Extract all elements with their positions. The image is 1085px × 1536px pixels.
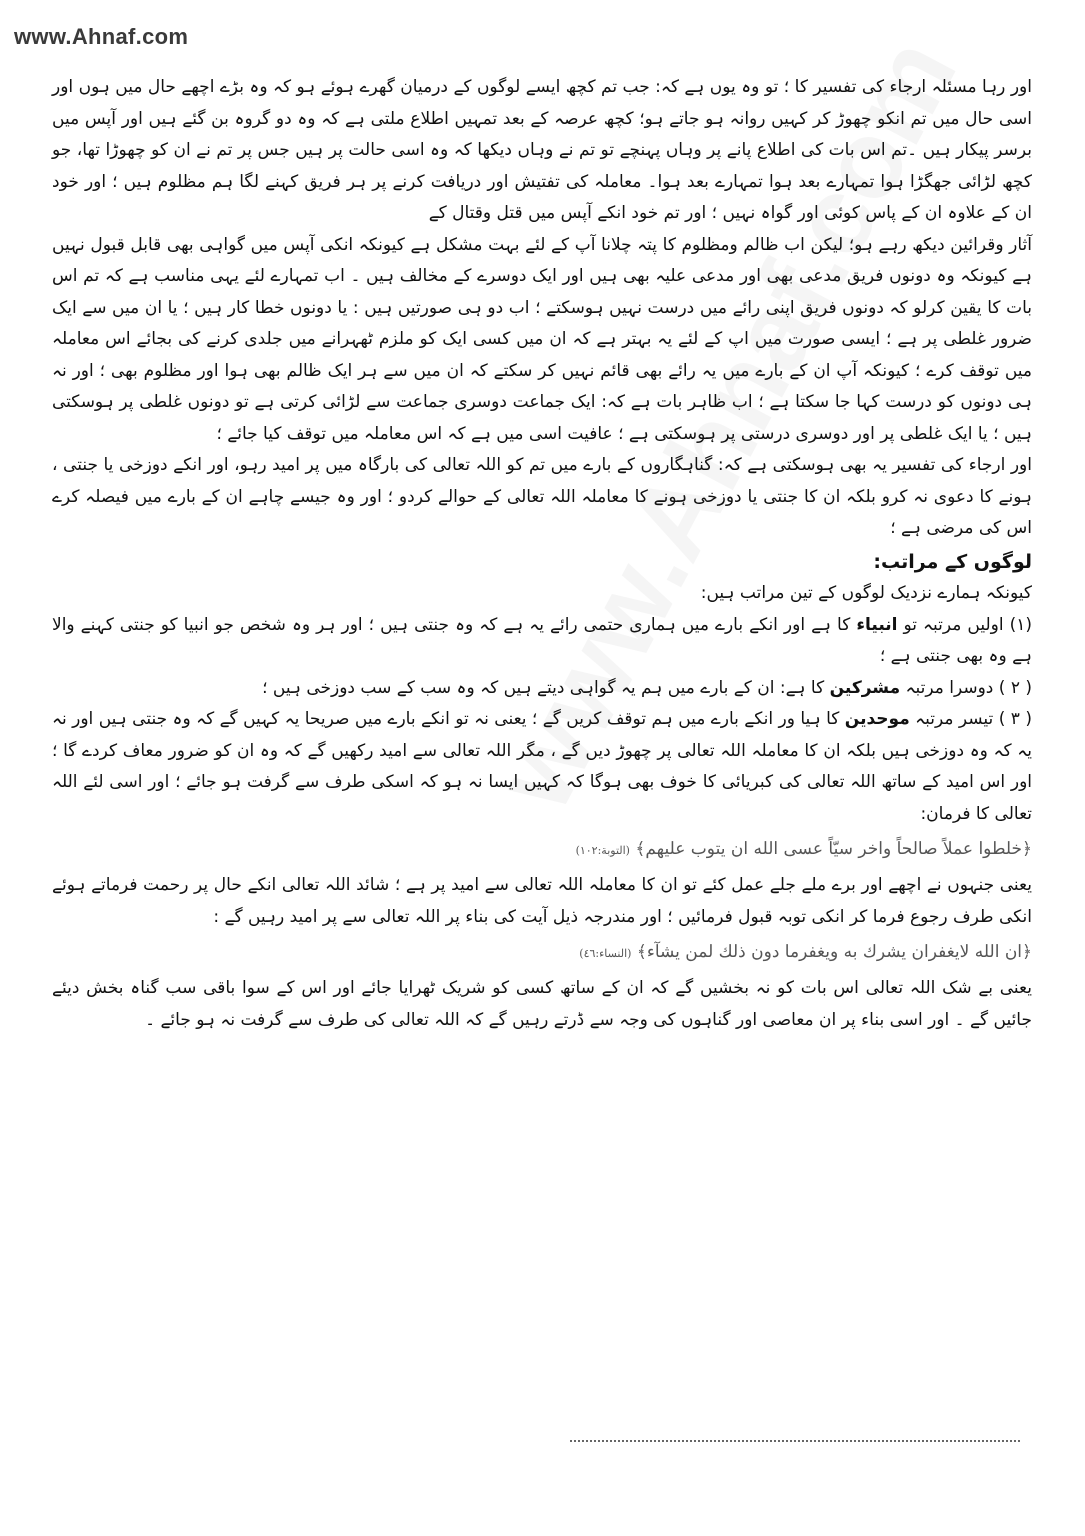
rank-1-prefix: (١) اولیں مرتبہ تو <box>897 614 1032 635</box>
rank-2-text: کا ہے: ان کے بارے میں ہم یہ گواہی دیتے ہیں کہ وہ سب کے سب دوزخی ہیں ؛ <box>262 677 830 698</box>
verse-2-reference: (النساء:٤٦) <box>579 947 632 960</box>
dotted-divider <box>570 1440 1020 1442</box>
verse-1-reference: (التوبة:١٠٢) <box>575 844 630 857</box>
rank-2-term: مشرکین <box>829 677 901 698</box>
document-body <box>52 72 1032 1036</box>
verse-1-text: ﴿خلطوا عملاً صالحاً واخر سيّاً عسى الله ان يتوب عليهم﴾ <box>635 839 1032 859</box>
rank-1-term: انبیاء <box>856 614 898 635</box>
rank-3-term: موحدین <box>844 709 910 729</box>
paragraph-irja-sinners: اور ارجاء کی تفسیر یہ بھی ہوسکتی ہے کہ: گناہگاروں کے بارے میں تم کو اللہ تعالی کی بارگاہ میں پر امید رہو، اور انکے دوزخی یا جنتی ، ہونے کا دعوی نہ کرو بلکہ ان کا جنتی یا دوزخی ہونے کا معاملہ اللہ تعالی کے حوالے کردو ؛ اور وہ جیسے چاہے ان کے بارے میں فیصلہ کرے اس کی مرضی ہے ؛ <box>52 455 1032 538</box>
paragraph-irja-explanation: اور رہا مسئلہ ارجاء کی تفسیر کا ؛ تو وہ یوں ہے کہ: جب تم کچھ ایسے لوگوں کے درمیان گھرے ہوئے ہو کہ وہ بڑے اچھے حال میں ہوں اور اسی حال میں تم انکو چھوڑ کر کہیں روانہ ہو جاتے ہو؛ کچھ عرصہ کے بعد تمہیں اطلاع ملتی ہے کہ وہ دو گروہ بن گئے ہیں اور آپس میں برسر پیکار ہیں ۔تم اس بات کی اطلاع پانے پر وہاں پہنچے تو تم نے وہاں دیکھا کہ وہ اسی حالت پر ہیں جس پر تم نے ان کو چھوڑا تھا، جو کچھ لڑائی جھگڑا ہوا تمہارے بعد ہوا تمہارے بعد ہوا۔ معاملہ کی تفتیش اور دریافت کرنے پر ہر فریق کہنے لگا ہم مظلوم ہیں ؛ اور خود ان کے علاوہ ان کے پاس کوئی اور گواہ نہیں ؛ اور تم خود انکے آپس میں قتل وقتال کے <box>52 77 1032 223</box>
rank-1 <box>52 610 1032 673</box>
quran-verse-nisa <box>52 933 1032 973</box>
paragraph-verse-2-explanation: یعنی بے شک اللہ تعالی اس بات کو نہ بخشیں گے کہ ان کے ساتھ کسی کو شریک ٹھرایا جائے اور اس کے سوا باقی سب گناہ بخش دیئے جائیں گے ۔ اور اسی بناء پر ان معاصی اور گناہوں کی وجہ سے ڈرتے رہیں گے کہ اللہ تعالی کی طرف سے گرفت نہ ہو جائے ۔ <box>52 978 1032 1030</box>
quran-verse-tawbah <box>52 830 1032 870</box>
rank-3-prefix: ( ٣ ) تیسر مرتبہ <box>909 709 1032 729</box>
ranks-intro: کیونکہ ہمارے نزدیک لوگوں کے تین مراتب ہیں: <box>700 583 1032 603</box>
rank-2 <box>52 673 1032 705</box>
rank-3 <box>52 704 1032 830</box>
site-url: www.Ahnaf.com <box>14 24 189 49</box>
rank-2-prefix: ( ٢ ) دوسرا مرتبہ <box>900 677 1032 698</box>
rank-3-text: کا ہیا ور انکے بارے میں ہم توقف کریں گے ؛ یعنی نہ تو انکے بارے میں صریحا یہ کہیں گے کہ وہ جنتی ہیں اور نہ یہ کہ وہ دوزخی ہیں بلکہ ان کا معاملہ اللہ تعالی پر چھوڑ دیں گے ، مگر اللہ تعالی سے امید رکھیں گے کہ وہ ان کو ضرور معاف کردے گا ؛ اور اس امید کے ساتھ اللہ تعالی کی کبریائی کا خوف بھی ہوگا کہ کہیں ایسا نہ ہو کہ اسکی طرف سے گرفت ہو جائے ؛ اور اسی لئے اللہ تعالی کا فرمان: <box>52 709 1032 824</box>
rank-1-text: کا ہے اور انکے بارے میں ہماری حتمی رائے یہ ہے کہ وہ جنتی ہیں ؛ اور ہر وہ شخص جو انبیا کو جنتی کہنے والا ہے وہ بھی جنتی ہے ؛ <box>52 614 1032 666</box>
paragraph-signs-of-fighting: آثار وقرائین دیکھ رہے ہو؛ لیکن اب ظالم ومظلوم کا پتہ چلانا آپ کے لئے بہت مشکل ہے کیونکہ انکی آپس میں گواہی بھی قابل قبول نہیں ہے کیونکہ وہ دونوں فریق مدعی بھی اور مدعی علیہ بھی ہیں اور ایک دوسرے کے مخالف ہیں ۔ اب تمہارے لئے یہی مناسب ہے کہ تم اس بات کا یقین کرلو کہ دونوں فریق اپنی رائے میں درست نہیں ہوسکتے ؛ اب دو ہی صورتیں ہیں : یا دونوں خطا کار ہیں ؛ یا ان میں سے ایک ضرور غلطی پر ہے ؛ ایسی صورت میں اپ کے لئے یہ بہتر ہے کہ ان میں کسی ایک کو ملزم ٹھہرانے میں جلدی کرنے کی بجائے اس معاملہ میں توقف کرے ؛ کیونکہ آپ ان کے بارے میں یہ رائے بھی قائم نہیں کر سکتے کہ ان میں سے ہر ایک ظالم بھی ہوا اور مظلوم بھی ؛ اور نہ ہی دونوں کو درست کہا جا سکتا ہے ؛ اب ظاہر بات ہے کہ: ایک جماعت دوسری جماعت سے لڑائی کرتی ہے تو دونوں غلطی پر ہوسکتی ہیں ؛ یا ایک غلطی پر اور دوسری درستی پر ہوسکتی ہے ؛ عافیت اسی میں ہے کہ اس معاملہ میں توقف کیا جائے ؛ <box>52 234 1032 444</box>
paragraph-verse-1-explanation: یعنی جنہوں نے اچھے اور برے ملے جلے عمل کئے تو ان کا معاملہ اللہ تعالی سے امید پر ہے ؛ شائد اللہ تعالی انکے حال پر رحمت فرماتے ہوئے انکی طرف رجوع فرما کر انکی توبہ قبول فرمائیں ؛ اور مندرجہ ذیل آیت کی بناء پر اللہ تعالی سے پر امید رہیں گے : <box>52 875 1032 927</box>
section-heading: لوگوں کے مراتب: <box>873 550 1032 573</box>
verse-2-text: ﴿ان الله لايغفران يشرك به ويغفرما دون ذلك لمن يشآء﴾ <box>636 942 1032 962</box>
